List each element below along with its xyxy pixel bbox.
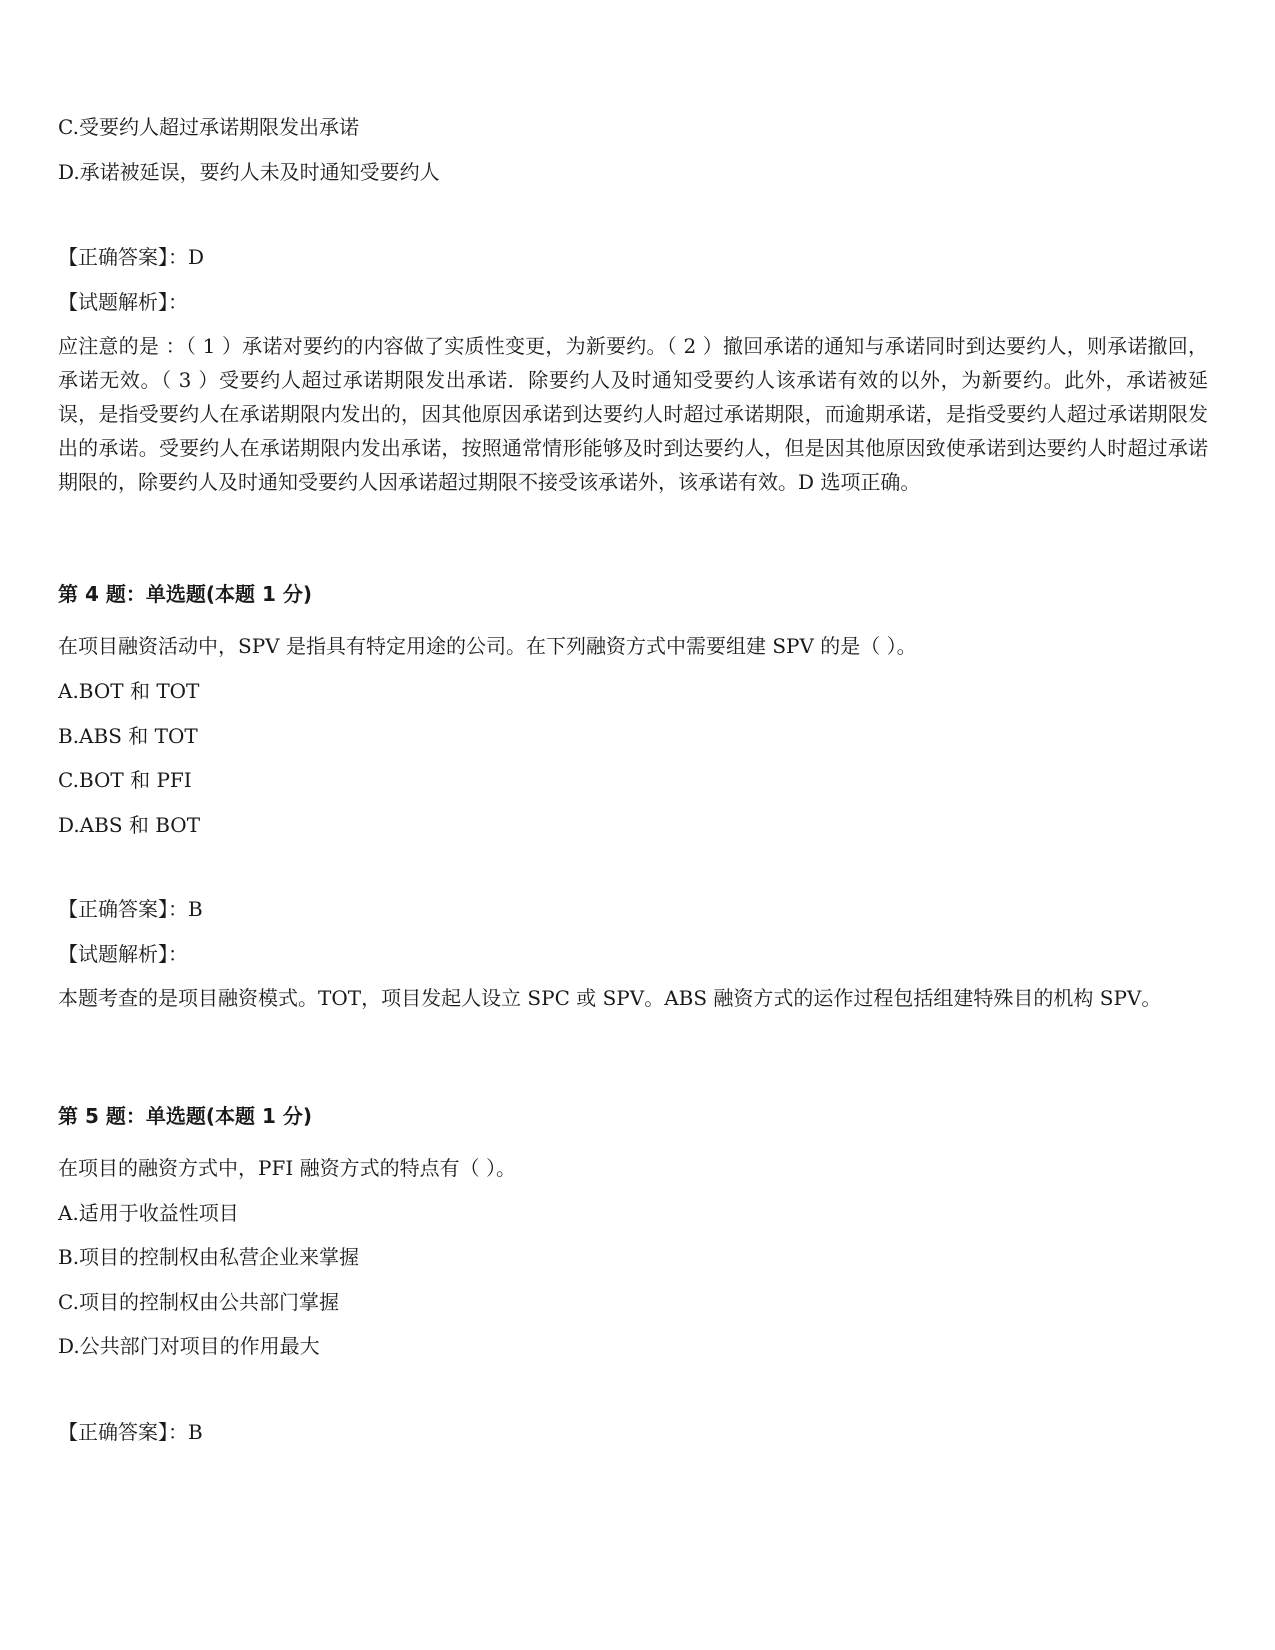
q5-stem: 在项目的融资方式中，PFI 融资方式的特点有（ ）。 bbox=[58, 1156, 516, 1180]
q4-answer: 【正确答案】：B bbox=[58, 897, 203, 921]
q3-answer: 【正确答案】：D bbox=[58, 245, 205, 269]
q3-analysis-label: 【试题解析】： bbox=[58, 290, 188, 314]
q5-option-c: C.项目的控制权由公共部门掌握 bbox=[58, 1290, 339, 1314]
q4-analysis: 本题考查的是项目融资模式。TOT，项目发起人设立 SPC 或 SPV。ABS 融资方式的运作过程包括组建特殊目的机构 SPV。 bbox=[58, 986, 1162, 1010]
q3-analysis: 应注意的是 ：（ 1 ）承诺对要约的内容做了实质性变更，为新要约。（ 2 ）撤回承诺的通知与承诺同时到达要约人，则承诺撤回，承诺无效。（ 3 ）受要约人超过承诺期限发出承诺．除要约人及时通知受要约人该承诺有效的以外，为新要约。此外，承诺被延误，是指受要约人在承诺期限内发出的，因其他原因承诺到达要约人时超过承诺期限，而逾期承诺，是指受要约人超过承诺期限发出的承诺。受要约人在承诺期限内发出承诺，按照通常情形能够及时到达要约人，但是因其他原因致使承诺到达要约人时超过承诺期限的，除要约人及时通知受要约人因承诺超过期限不接受该承诺外，该承诺有效。D 选项正确。 bbox=[58, 334, 1208, 494]
q4-option-a: A.BOT 和 TOT bbox=[58, 679, 200, 703]
q4-heading: 第 4 题：单选题(本题 1 分) bbox=[58, 582, 312, 606]
q5-heading: 第 5 题：单选题(本题 1 分) bbox=[58, 1104, 312, 1128]
q4-option-b: B.ABS 和 TOT bbox=[58, 724, 198, 748]
q4-stem: 在项目融资活动中，SPV 是指具有特定用途的公司。在下列融资方式中需要组建 SPV 的是（ ）。 bbox=[58, 634, 917, 658]
q4-analysis-label: 【试题解析】： bbox=[58, 942, 188, 966]
q5-answer: 【正确答案】：B bbox=[58, 1420, 203, 1444]
q5-option-a: A.适用于收益性项目 bbox=[58, 1201, 239, 1225]
q5-option-d: D.公共部门对项目的作用最大 bbox=[58, 1334, 320, 1358]
q5-option-b: B.项目的控制权由私营企业来掌握 bbox=[58, 1245, 360, 1269]
q4-option-c: C.BOT 和 PFI bbox=[58, 768, 192, 792]
q3-option-c: C.受要约人超过承诺期限发出承诺 bbox=[58, 115, 359, 139]
q4-option-d: D.ABS 和 BOT bbox=[58, 813, 201, 837]
q3-option-d: D.承诺被延误，要约人未及时通知受要约人 bbox=[58, 160, 440, 184]
